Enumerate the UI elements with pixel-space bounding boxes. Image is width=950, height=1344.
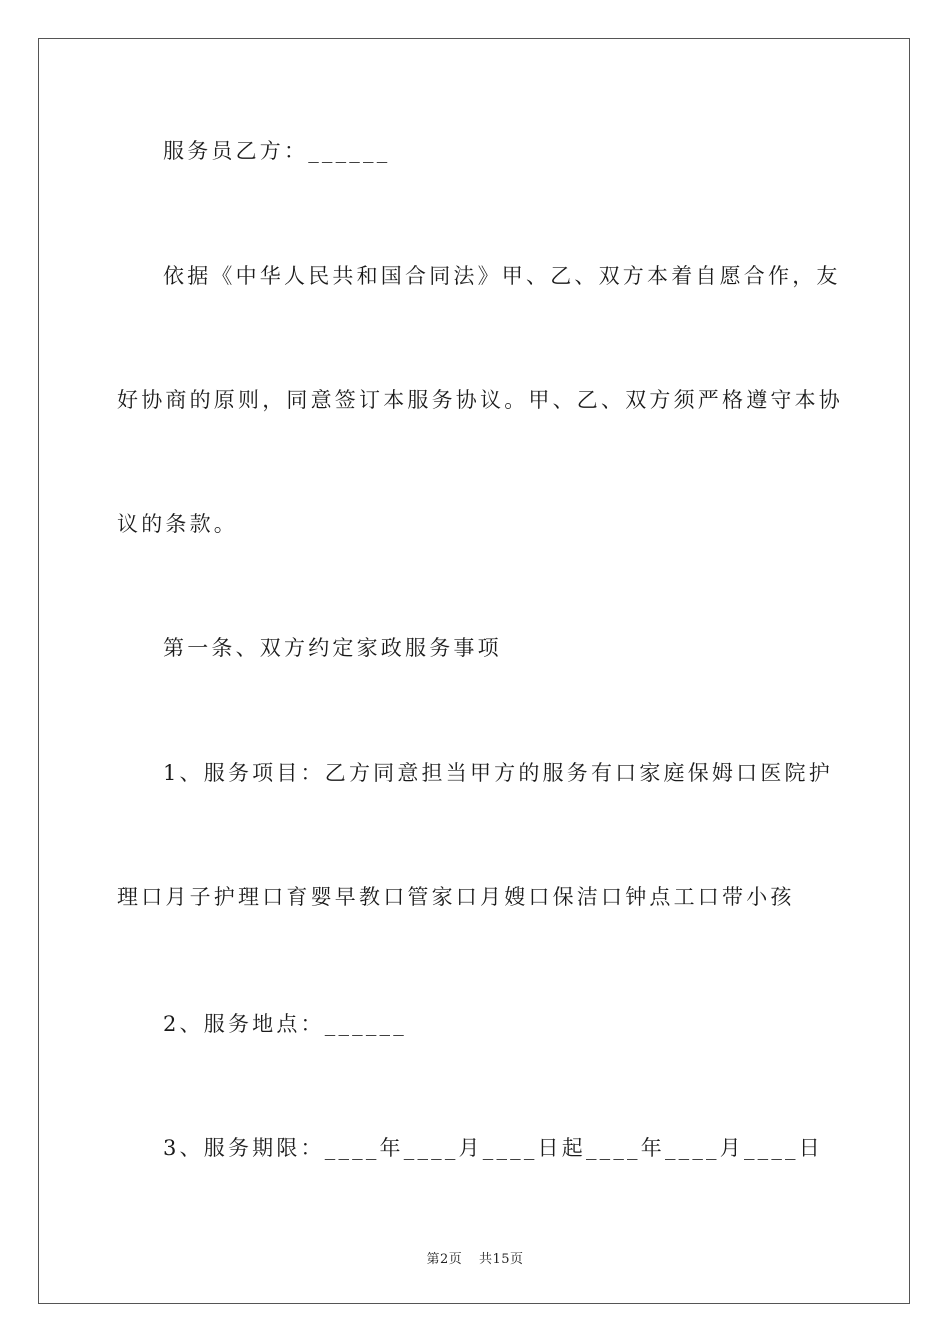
service-items-line-2: 理口月子护理口育婴早教口管家口月嫂口保洁口钟点工口带小孩: [117, 885, 795, 909]
service-items-line-1: 1、服务项目：乙方同意担当甲方的服务有口家庭保姆口医院护: [163, 761, 833, 785]
party-b-line: 服务员乙方：______: [163, 139, 391, 163]
service-term-line: 3、服务期限：____年____月____日起____年____月____日: [163, 1136, 823, 1160]
paragraph-line-2: 好协商的原则，同意签订本服务协议。甲、乙、双方须严格遵守本协: [117, 388, 843, 412]
paragraph-line-3: 议的条款。: [117, 512, 238, 536]
page-footer: [0, 1248, 950, 1267]
paragraph-line-1: 依据《中华人民共和国合同法》甲、乙、双方本着自愿合作，友: [163, 264, 841, 288]
service-location-line: 2、服务地点：______: [163, 1012, 407, 1036]
page-number: 第2页: [426, 1252, 463, 1267]
article-heading: 第一条、双方约定家政服务事项: [163, 636, 502, 660]
total-pages: 共15页: [478, 1252, 524, 1267]
page-frame: [38, 38, 910, 1304]
